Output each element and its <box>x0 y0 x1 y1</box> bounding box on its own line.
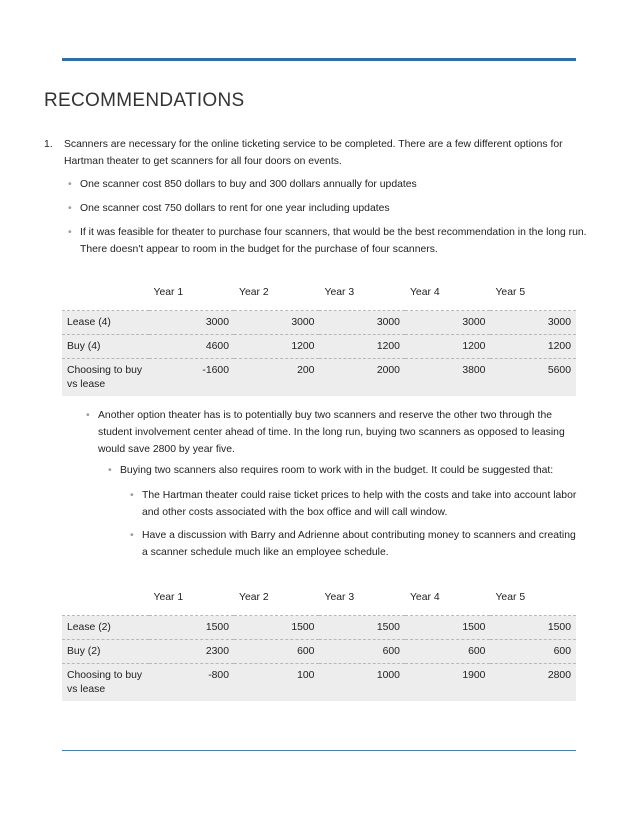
list-item: • If it was feasible for theater to purchase four scanners, that would be the best recommendation in the long run. There doesn't appear to room in the budget for the purchase of four scanners. <box>68 224 588 258</box>
table-cell: 1500 <box>149 616 234 640</box>
column-header: Year 1 <box>149 281 234 311</box>
list-number: 1. <box>44 139 53 150</box>
table-cell: -800 <box>149 664 234 702</box>
bullet-icon: • <box>86 410 90 421</box>
table-cell: 600 <box>405 640 490 664</box>
table-cell: 1500 <box>405 616 490 640</box>
column-header: Year 2 <box>234 586 319 616</box>
row-label: Lease (2) <box>62 616 149 640</box>
column-header: Year 1 <box>149 586 234 616</box>
row-label: Buy (2) <box>62 640 149 664</box>
row-label: Lease (4) <box>62 311 149 335</box>
list-item: • One scanner cost 750 dollars to rent for one year including updates <box>68 200 588 217</box>
four-scanner-cost-table <box>62 281 576 396</box>
bullet-icon: • <box>130 490 134 501</box>
row-label: Choosing to buy vs lease <box>62 664 149 702</box>
list-item: • Another option theater has is to potentially buy two scanners and reserve the other two through the student involvement center ahead of time. In the long run, buying two scanners as opposed to leasing would save 2800 by year five. <box>86 407 576 458</box>
list-item: • The Hartman theater could raise ticket prices to help with the costs and take into account labor and other costs associated with the box office and will call window. <box>130 487 578 521</box>
table-cell: 1500 <box>319 616 404 640</box>
table-cell: -1600 <box>149 359 234 397</box>
row-label: Choosing to buy vs lease <box>62 359 149 397</box>
table-row <box>62 359 576 397</box>
top-rule <box>62 58 576 61</box>
table-row <box>62 335 576 359</box>
table-cell: 600 <box>234 640 319 664</box>
table-row <box>62 311 576 335</box>
column-header: Year 3 <box>319 586 404 616</box>
table-cell: 5600 <box>490 359 576 397</box>
two-scanner-cost-table <box>62 586 576 701</box>
table-cell: 1200 <box>405 335 490 359</box>
page-title: RECOMMENDATIONS <box>44 90 245 111</box>
table-cell: 1500 <box>234 616 319 640</box>
table-cell: 1500 <box>490 616 576 640</box>
table-row <box>62 616 576 640</box>
bullet-icon: • <box>68 227 72 238</box>
table-row <box>62 640 576 664</box>
column-header <box>62 586 149 616</box>
table-cell: 1200 <box>490 335 576 359</box>
bullet-icon: • <box>130 530 134 541</box>
table-cell: 3000 <box>149 311 234 335</box>
bottom-rule <box>62 750 576 751</box>
table-cell: 1200 <box>319 335 404 359</box>
column-header: Year 5 <box>490 281 576 311</box>
bullet-icon: • <box>68 179 72 190</box>
column-header: Year 3 <box>319 281 404 311</box>
row-label: Buy (4) <box>62 335 149 359</box>
list-item: • Have a discussion with Barry and Adrienne about contributing money to scanners and creating a scanner schedule much like an employee schedule. <box>130 527 578 561</box>
table-cell: 3000 <box>319 311 404 335</box>
table-cell: 100 <box>234 664 319 702</box>
column-header: Year 5 <box>490 586 576 616</box>
table-cell: 3000 <box>490 311 576 335</box>
table-cell: 200 <box>234 359 319 397</box>
table-cell: 1000 <box>319 664 404 702</box>
table-header-row <box>62 586 576 616</box>
table-cell: 600 <box>490 640 576 664</box>
table-cell: 3000 <box>234 311 319 335</box>
table-header-row <box>62 281 576 311</box>
table-cell: 600 <box>319 640 404 664</box>
table-cell: 2800 <box>490 664 576 702</box>
list-item: • Buying two scanners also requires room to work with in the budget. It could be suggested that: <box>108 462 578 479</box>
table-cell: 3800 <box>405 359 490 397</box>
column-header: Year 4 <box>405 586 490 616</box>
table-cell: 1200 <box>234 335 319 359</box>
list-item: • One scanner cost 850 dollars to buy and 300 dollars annually for updates <box>68 176 588 193</box>
table-cell: 2000 <box>319 359 404 397</box>
intro-text: Scanners are necessary for the online ticketing service to be completed. There are a few different options for Hartman theater to get scanners for all four doors on events. <box>64 139 563 167</box>
bullet-icon: • <box>108 465 112 476</box>
intro-paragraph <box>44 136 594 170</box>
table-cell: 1900 <box>405 664 490 702</box>
column-header <box>62 281 149 311</box>
table-cell: 3000 <box>405 311 490 335</box>
column-header: Year 2 <box>234 281 319 311</box>
table-row <box>62 664 576 702</box>
column-header: Year 4 <box>405 281 490 311</box>
bullet-icon: • <box>68 203 72 214</box>
table-cell: 2300 <box>149 640 234 664</box>
table-cell: 4600 <box>149 335 234 359</box>
